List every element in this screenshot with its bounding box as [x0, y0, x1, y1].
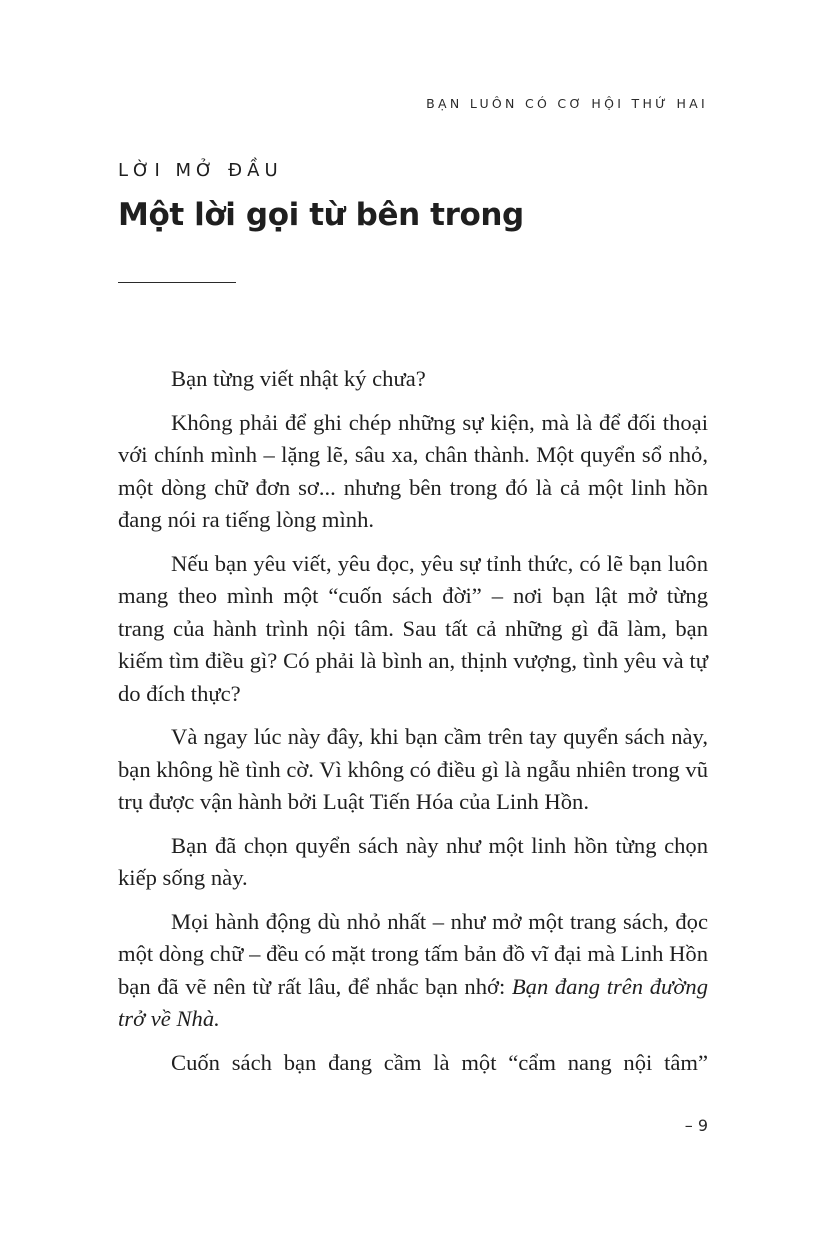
page-number: – 9	[684, 1116, 708, 1135]
paragraph-text: Không phải để ghi chép những sự kiện, mà là để đối thoại với chính mình – lặng lẽ, sâu xa, chân thành. Một quyển sổ nhỏ, một dòng chữ đơn sơ... nhưng bên trong đó là cả một linh hồn đang nói ra tiếng lòng mình.	[118, 409, 708, 532]
chapter-label: LỜI MỞ ĐẦU	[118, 160, 283, 181]
chapter-title: Một lời gọi từ bên trong	[118, 197, 524, 233]
paragraph	[118, 830, 708, 895]
body-text	[118, 363, 708, 1090]
paragraph	[118, 363, 708, 396]
paragraph-emphasis: Bạn đang trên đường trở về Nhà.	[118, 973, 709, 1031]
running-header: BẠN LUÔN CÓ CƠ HỘI THỨ HAI	[426, 96, 708, 111]
paragraph-text: Cuốn sách bạn đang cầm là một “cẩm nang nội tâm”	[171, 1049, 708, 1075]
paragraph	[118, 721, 708, 819]
paragraph-text: Mọi hành động dù nhỏ nhất – như mở một trang sách, đọc một dòng chữ – đều có mặt trong tấm bản đồ vĩ đại mà Linh Hồn bạn đã vẽ nên từ rất lâu, để nhắc bạn nhớ:	[118, 908, 708, 999]
paragraph-text: Và ngay lúc này đây, khi bạn cầm trên tay quyển sách này, bạn không hề tình cờ. Vì không có điều gì là ngẫu nhiên trong vũ trụ được vận hành bởi Luật Tiến Hóa của Linh Hồn.	[118, 724, 708, 814]
paragraph-text: Bạn từng viết nhật ký chưa?	[171, 366, 426, 391]
paragraph	[118, 1047, 708, 1080]
paragraph-text: Nếu bạn yêu viết, yêu đọc, yêu sự tỉnh thức, có lẽ bạn luôn mang theo mình một “cuốn sách đời” – nơi bạn lật mở từng trang của hành trình nội tâm. Sau tất cả những gì đã làm, bạn kiếm tìm điều gì? Có phải là bình an, thịnh vượng, tình yêu và tự do đích thực?	[118, 550, 708, 706]
paragraph-text: Bạn đã chọn quyển sách này như một linh hồn từng chọn kiếp sống này.	[118, 832, 708, 890]
paragraph	[118, 407, 708, 537]
paragraph	[118, 906, 708, 1036]
paragraph	[118, 548, 708, 711]
title-divider	[118, 282, 236, 283]
